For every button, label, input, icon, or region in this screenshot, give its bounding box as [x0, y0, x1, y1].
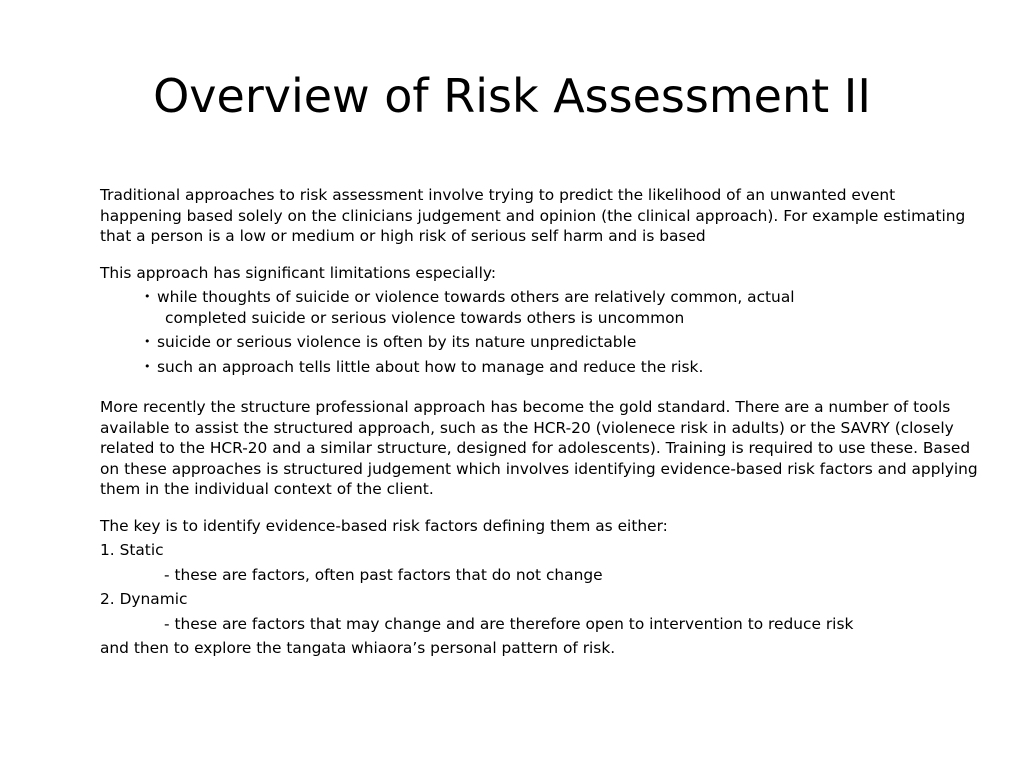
factor-static-description: - these are factors, often past factors that do not change — [164, 565, 603, 584]
bullet-icon: • — [144, 359, 151, 373]
spacer — [100, 381, 980, 397]
closing-line: and then to explore the tangata whiaora’s personal pattern of risk. — [100, 639, 616, 657]
spacer — [100, 247, 980, 263]
bullet-icon: • — [144, 335, 151, 348]
slide-body — [100, 185, 980, 659]
list-item-line: such an approach tells little about how to manage and reduce the risk. — [157, 357, 704, 376]
bullet-icon: • — [144, 290, 151, 303]
factor-static-label: 1. Static — [100, 541, 164, 559]
list-item-line: completed suicide or serious violence towards others is uncommon — [165, 308, 685, 327]
factor-dynamic-label: 2. Dynamic — [100, 590, 188, 608]
slide-title: Overview of Risk Assessment II — [153, 69, 871, 123]
limitations-heading: This approach has significant limitations especially: — [100, 263, 497, 282]
intro-paragraph: Traditional approaches to risk assessment involve trying to predict the likelihood of an unwanted event happening based solely on the clinicians judgement and opinion (the clinical approach). For example estimating that a person is a low or medium or high risk of serious self harm and is based — [100, 186, 966, 245]
limitations-list — [100, 287, 980, 377]
factor-dynamic-description: - these are factors that may change and are therefore open to intervention to reduce risk — [164, 614, 854, 633]
spacer — [100, 500, 980, 516]
list-item — [100, 357, 980, 378]
list-item — [100, 287, 980, 328]
list-item — [100, 332, 980, 353]
list-item-text — [157, 287, 980, 328]
list-item-text — [157, 332, 980, 353]
list-item-line: while thoughts of suicide or violence towards others are relatively common, actual — [157, 288, 795, 306]
structured-approach-paragraph: More recently the structure professional approach has become the gold standard. There are a number of tools available to assist the structured approach, such as the HCR-20 (violenece risk in adults) or the SAVRY (closely related to the HCR-20 and a similar structure, designed for adolescents). Training is required to use these. Based on these approaches is structured judgement which involves identifying evidence-based risk factors and applying them in the individual context of the client. — [100, 398, 978, 498]
list-item-line: suicide or serious violence is often by its nature unpredictable — [157, 333, 637, 351]
key-heading: The key is to identify evidence-based risk factors defining them as either: — [100, 516, 668, 535]
list-item-text — [157, 357, 980, 378]
